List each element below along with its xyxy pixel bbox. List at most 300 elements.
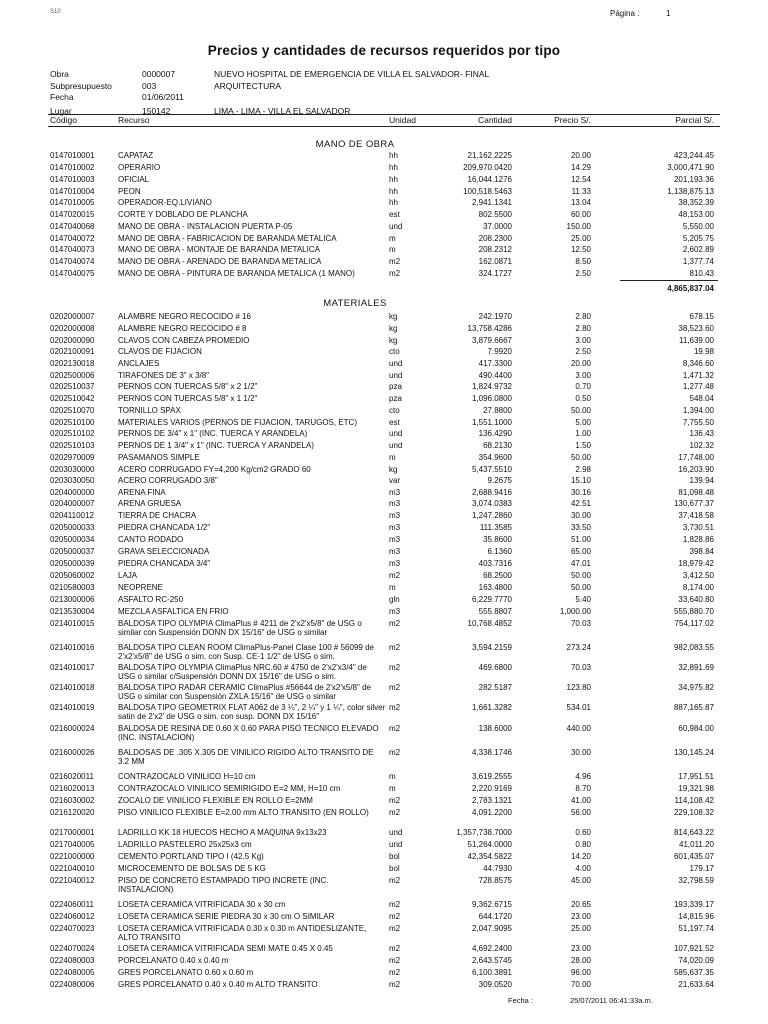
resource-unit: est	[389, 210, 400, 219]
resource-name: CLAVOS CON CABEZA PROMEDIO	[118, 336, 250, 345]
resource-partial: 38,352.39	[678, 198, 714, 207]
resource-quantity: 111.3585	[479, 523, 512, 532]
resource-price: 12.54	[570, 175, 591, 184]
resource-name: LADRILLO PASTELERO 25x25x3 cm	[118, 840, 252, 849]
resource-quantity: 2,220.9169	[471, 784, 512, 793]
resource-partial: 982,083.55	[673, 643, 714, 652]
resource-unit: m2	[389, 683, 401, 692]
resource-price: 47.01	[570, 559, 591, 568]
resource-code: 0202510100	[50, 418, 95, 427]
resource-name: GRAVA SELECCIONADA	[118, 547, 210, 556]
resource-name: GRES PORCELANATO 0.40 x 0.40 m ALTO TRANSITO	[118, 980, 318, 989]
lugar-description: LIMA - LIMA - VILLA EL SALVADOR	[214, 106, 351, 116]
resource-code: 0224060012	[50, 912, 95, 921]
resource-unit: m2	[389, 944, 401, 953]
resource-unit: m2	[389, 663, 401, 672]
section-title-materiales: MATERIALES	[323, 298, 387, 309]
resource-partial: 229,108.32	[673, 808, 714, 817]
resource-code: 0202510042	[50, 394, 95, 403]
resource-code: 0202000090	[50, 336, 95, 345]
resource-name: ARENA GRUESA	[118, 499, 182, 508]
resource-unit: m2	[389, 703, 401, 712]
resource-name: MANO DE OBRA - MONTAJE DE BARANDA METALICA	[118, 245, 320, 254]
resource-code: 0202510102	[50, 429, 95, 438]
resource-price: 14.20	[570, 852, 591, 861]
resource-quantity: 802.5500	[478, 210, 512, 219]
resource-price: 123.80	[566, 683, 591, 692]
resource-partial: 678.15	[689, 312, 714, 321]
resource-quantity: 4,091.2200	[471, 808, 512, 817]
resource-quantity: 3,619.2555	[471, 772, 512, 781]
report-code: S10	[50, 9, 61, 15]
resource-name: TIRAFONES DE 3" x 3/8"	[118, 371, 210, 380]
resource-price: 2.98	[575, 465, 591, 474]
resource-quantity: 2,783.1321	[471, 796, 512, 805]
resource-partial: 37,418.58	[678, 511, 714, 520]
resource-partial: 21,633.64	[678, 980, 714, 989]
resource-price: 5.40	[575, 595, 591, 604]
resource-quantity: 2,643.5745	[471, 956, 512, 965]
report-title: Precios y cantidades de recursos requeridos por tipo	[207, 43, 561, 58]
resource-name: BALDOSA TIPO GEOMETRIX FLAT A062 de 3 ¼", 2 ¼" y 1 ¼", color silver satin de 2'x2' de USG o sim. con susp. DONN DX 15/16"	[118, 703, 386, 722]
resource-unit: m	[389, 772, 396, 781]
resource-partial: 74,020.09	[678, 956, 714, 965]
resource-partial: 130,677.37	[673, 499, 714, 508]
resource-quantity: 469.6800	[478, 663, 512, 672]
resource-price: 50.00	[570, 571, 591, 580]
resource-quantity: 7.9920	[487, 347, 512, 356]
mano-de-obra-subtotal: 4,865,837.04	[667, 284, 714, 293]
resource-code: 0216120020	[50, 808, 95, 817]
header-bottom-rule	[48, 126, 720, 127]
resource-partial: 130,145.24	[673, 748, 714, 757]
resource-partial: 114,108.42	[674, 796, 714, 805]
col-header-parcial: Parcial S/.	[675, 115, 714, 125]
resource-unit: hh	[389, 151, 398, 160]
resource-unit: m3	[389, 499, 401, 508]
resource-unit: und	[389, 429, 403, 438]
resource-quantity: 51,264.0000	[467, 840, 512, 849]
resource-name: MANO DE OBRA - ARENADO DE BARANDA METALICA	[118, 257, 322, 266]
resource-code: 0217040005	[50, 840, 95, 849]
resource-unit: m3	[389, 511, 401, 520]
resource-price: 96.00	[570, 968, 591, 977]
resource-quantity: 68.2130	[483, 441, 512, 450]
resource-code: 0205060002	[50, 571, 95, 580]
resource-price: 4.96	[575, 772, 591, 781]
resource-name: MATERIALES VARIOS (PERNOS DE FIJACION, TARUGOS, ETC)	[118, 418, 357, 427]
subpresupuesto-code: 003	[142, 81, 157, 91]
resource-price: 23.00	[570, 912, 591, 921]
resource-price: 11.33	[571, 187, 591, 196]
resource-quantity: 3,594.2159	[471, 643, 512, 652]
resource-name: LOSETA CERAMICA VITRIFICADA 0.30 x 0.30 m ANTIDESLIZANTE, ALTO TRANSITO	[118, 924, 367, 943]
resource-name: LOSETA CERAMICA VITRIFICADA SEMI MATE 0.45 X 0.45	[118, 944, 333, 953]
resource-quantity: 242.1970	[478, 312, 512, 321]
resource-name: MICROCEMENTO DE BOLSAS DE 5 KG	[118, 864, 266, 873]
resource-partial: 1,471.32	[682, 371, 714, 380]
resource-quantity: 490.4400	[478, 371, 512, 380]
resource-partial: 585,637.35	[673, 968, 714, 977]
resource-price: 20.00	[570, 359, 591, 368]
resource-quantity: 2,941.1341	[471, 198, 512, 207]
resource-unit: und	[389, 441, 403, 450]
resource-unit: var	[389, 476, 401, 485]
resource-code: 0210580003	[50, 583, 95, 592]
resource-code: 0216030002	[50, 796, 95, 805]
resource-name: PISO VINILICO FLEXIBLE E=2.00 mm ALTO TRANSITO (EN ROLLO)	[118, 808, 369, 817]
resource-unit: kg	[389, 324, 398, 333]
resource-price: 0.80	[575, 840, 591, 849]
resource-name: LAJA	[118, 571, 138, 580]
resource-price: 28.00	[570, 956, 591, 965]
resource-name: ALAMBRE NEGRO RECOCIDO # 16	[118, 312, 251, 321]
resource-price: 70.00	[570, 980, 591, 989]
resource-name: CLAVOS DE FIJACION	[118, 347, 202, 356]
resource-code: 0202970009	[50, 453, 95, 462]
resource-partial: 32,798.59	[678, 876, 714, 885]
resource-unit: m	[389, 583, 396, 592]
resource-code: 0224070023	[50, 924, 95, 933]
resource-unit: m2	[389, 643, 401, 652]
resource-code: 0202000007	[50, 312, 95, 321]
resource-name: MANO DE OBRA - INSTALACION PUERTA P-05	[118, 222, 293, 231]
resource-quantity: 27.8800	[483, 406, 512, 415]
resource-quantity: 644.1720	[478, 912, 512, 921]
resource-unit: m2	[389, 257, 401, 266]
resource-unit: m3	[389, 547, 401, 556]
resource-quantity: 208.2300	[478, 234, 512, 243]
resource-quantity: 555.8807	[478, 607, 512, 616]
fecha-value: 01/06/2011	[142, 92, 184, 102]
resource-price: 50.00	[570, 583, 591, 592]
resource-code: 0147010001	[50, 151, 95, 160]
obra-label: Obra	[50, 69, 69, 79]
resource-code: 0224080005	[50, 968, 95, 977]
resource-code: 0147040072	[50, 234, 95, 243]
resource-unit: est	[389, 418, 400, 427]
resource-name: BALDOSA TIPO OLYMPIA ClimaPlus NRC.60 # 4750 de 2'x2'x3/4" de USG o similar c/Suspensión DONN DX 15/16" de USG o sim.	[118, 663, 367, 682]
resource-unit: m2	[389, 748, 401, 757]
col-header-recurso: Recurso	[118, 115, 150, 125]
resource-price: 20.00	[570, 151, 591, 160]
resource-price: 3.00	[575, 336, 591, 345]
resource-name: PERNOS DE 1 3/4" x 1" (INC. TUERCA Y ARANDELA)	[118, 441, 314, 450]
resource-code: 0202510103	[50, 441, 95, 450]
resource-quantity: 1,357,738.7000	[456, 828, 512, 837]
resource-partial: 1,828.86	[682, 535, 714, 544]
resource-unit: gln	[389, 595, 400, 604]
resource-unit: m2	[389, 269, 401, 278]
resource-unit: m3	[389, 607, 401, 616]
footer-fecha-label: Fecha :	[508, 996, 534, 1005]
resource-code: 0147020015	[50, 210, 95, 219]
resource-partial: 18,979.42	[678, 559, 714, 568]
resource-unit: m2	[389, 724, 401, 733]
resource-partial: 16,203.90	[678, 465, 714, 474]
resource-name: ARENA FINA	[118, 488, 166, 497]
resource-quantity: 282.5187	[478, 683, 512, 692]
resource-price: 1.00	[575, 429, 591, 438]
resource-partial: 81,098.48	[678, 488, 714, 497]
resource-unit: m2	[389, 876, 401, 885]
resource-partial: 51,197.74	[678, 924, 714, 933]
resource-price: 13.04	[570, 198, 591, 207]
resource-partial: 19.98	[693, 347, 714, 356]
resource-partial: 32,891.69	[678, 663, 714, 672]
resource-quantity: 163.4800	[478, 583, 512, 592]
resource-price: 8.50	[575, 257, 591, 266]
resource-name: PASAMANOS SIMPLE	[118, 453, 200, 462]
resource-code: 0147040073	[50, 245, 95, 254]
resource-unit: pza	[389, 394, 402, 403]
resource-partial: 887,165.87	[673, 703, 714, 712]
resource-price: 20.65	[570, 900, 591, 909]
resource-partial: 810.43	[689, 269, 714, 278]
resource-name: ANCLAJES	[118, 359, 160, 368]
resource-price: 60.00	[570, 210, 591, 219]
resource-price: 45.00	[570, 876, 591, 885]
resource-code: 0202130018	[50, 359, 95, 368]
resource-code: 0224080006	[50, 980, 95, 989]
resource-unit: m	[389, 453, 396, 462]
resource-name: PERNOS CON TUERCAS 5/8" x 1 1/2"	[118, 394, 258, 403]
resource-quantity: 324.1727	[478, 269, 512, 278]
resource-partial: 548.04	[689, 394, 714, 403]
resource-quantity: 3,879.6667	[471, 336, 512, 345]
resource-partial: 34,975.82	[678, 683, 714, 692]
resource-partial: 754,117.02	[674, 619, 714, 628]
resource-name: ASFALTO RC-250	[118, 595, 184, 604]
resource-price: 1.50	[575, 441, 591, 450]
resource-partial: 33,640.80	[678, 595, 714, 604]
resource-name: ZOCALO DE VINILICO FLEXIBLE EN ROLLO E=2MM	[118, 796, 313, 805]
resource-quantity: 4,338.1746	[471, 748, 512, 757]
resource-quantity: 162.0871	[478, 257, 512, 266]
resource-partial: 1,394.00	[682, 406, 714, 415]
resource-name: CANTO RODADO	[118, 535, 184, 544]
resource-quantity: 728.8575	[478, 876, 512, 885]
fecha-label: Fecha	[50, 92, 74, 102]
resource-name: PERNOS DE 3/4" x 1" (INC. TUERCA Y ARANDELA)	[118, 429, 308, 438]
resource-code: 0224070024	[50, 944, 95, 953]
resource-code: 0214010019	[50, 703, 95, 712]
resource-code: 0216000024	[50, 724, 95, 733]
resource-code: 0217000001	[50, 828, 95, 837]
resource-partial: 5,205.75	[682, 234, 714, 243]
resource-code: 0213000006	[50, 595, 95, 604]
resource-unit: m3	[389, 523, 401, 532]
resource-quantity: 6,100.3891	[471, 968, 512, 977]
resource-partial: 48,153.00	[678, 210, 714, 219]
resource-unit: m3	[389, 559, 401, 568]
resource-partial: 139.94	[689, 476, 714, 485]
resource-code: 0205000037	[50, 547, 95, 556]
resource-quantity: 9.2675	[487, 476, 512, 485]
resource-partial: 1,138,875.13	[667, 187, 714, 196]
resource-name: OFICIAL	[118, 175, 150, 184]
resource-name: CONTRAZOCALO VINILICO SEMIRIGIDO E=2 MM, H=10 cm	[118, 784, 341, 793]
col-header-precio: Precio S/.	[554, 115, 591, 125]
resource-name: ALAMBRE NEGRO RECOCIDO # 8	[118, 324, 247, 333]
resource-code: 0147010002	[50, 163, 95, 172]
resource-unit: hh	[389, 175, 398, 184]
resource-partial: 60,984.00	[678, 724, 714, 733]
resource-unit: kg	[389, 336, 398, 345]
resource-partial: 601,435.07	[673, 852, 714, 861]
obra-description: NUEVO HOSPITAL DE EMERGENCIA DE VILLA EL SALVADOR- FINAL	[214, 69, 490, 79]
col-header-codigo: Código	[50, 115, 77, 125]
resource-code: 0214010016	[50, 643, 95, 652]
resource-quantity: 10,768.4852	[467, 619, 512, 628]
resource-price: 15.10	[570, 476, 591, 485]
resource-partial: 136.43	[689, 429, 714, 438]
resource-quantity: 42,354.5822	[467, 852, 512, 861]
resource-code: 0147040068	[50, 222, 95, 231]
resource-unit: m2	[389, 912, 401, 921]
resource-code: 0214010018	[50, 683, 95, 692]
resource-quantity: 1,824.9732	[471, 382, 512, 391]
resource-name: LOSETA CERAMICA SERIE PIEDRA 30 x 30 cm O SIMILAR	[118, 912, 335, 921]
resource-price: 4.00	[575, 864, 591, 873]
resource-price: 30.00	[570, 511, 591, 520]
resource-partial: 555,880.70	[673, 607, 714, 616]
resource-code: 0224060011	[50, 900, 94, 909]
resource-price: 41.00	[570, 796, 591, 805]
resource-quantity: 309.0520	[478, 980, 512, 989]
resource-quantity: 100,518.5463	[463, 187, 512, 196]
resource-price: 273.24	[566, 643, 591, 652]
resource-quantity: 354.9600	[478, 453, 512, 462]
resource-name: ACERO CORRUGADO FY=4,200 Kg/cm2 GRADO 60	[118, 465, 311, 474]
resource-code: 0202510070	[50, 406, 95, 415]
resource-name: MANO DE OBRA - FABRICACION DE BARANDA METALICA	[118, 234, 337, 243]
resource-unit: m2	[389, 924, 401, 933]
resource-quantity: 138.6000	[478, 724, 512, 733]
resource-code: 0204000000	[50, 488, 95, 497]
resource-code: 0205000033	[50, 523, 95, 532]
resource-code: 0203030050	[50, 476, 95, 485]
resource-price: 0.50	[575, 394, 591, 403]
resource-quantity: 35.8600	[483, 535, 512, 544]
resource-quantity: 417.3300	[478, 359, 512, 368]
resource-partial: 102.32	[689, 441, 714, 450]
resource-price: 2.50	[575, 347, 591, 356]
resource-partial: 398.84	[689, 547, 714, 556]
resource-quantity: 209,970.0420	[463, 163, 512, 172]
resource-quantity: 6.1360	[487, 547, 512, 556]
page-label: Página :	[610, 9, 640, 18]
section-title-mano-de-obra: MANO DE OBRA	[315, 139, 395, 150]
resource-price: 65.00	[570, 547, 591, 556]
subpresupuesto-label: Subpresupuesto	[50, 81, 112, 91]
resource-code: 0147040074	[50, 257, 95, 266]
resource-quantity: 6,229.7770	[471, 595, 512, 604]
resource-quantity: 1,661.3282	[471, 703, 512, 712]
resource-price: 23.00	[570, 944, 591, 953]
resource-partial: 2,602.89	[682, 245, 714, 254]
resource-quantity: 16,044.1276	[467, 175, 512, 184]
resource-price: 33.50	[570, 523, 591, 532]
resource-partial: 814,643.22	[673, 828, 714, 837]
resource-price: 534.01	[566, 703, 591, 712]
resource-code: 0147010004	[50, 187, 95, 196]
resource-unit: m2	[389, 900, 401, 909]
resource-code: 0204000007	[50, 499, 95, 508]
resource-code: 0205000039	[50, 559, 95, 568]
resource-price: 50.00	[570, 406, 591, 415]
resource-name: BALDOSA DE RESINA DE 0.60 X 0.60 PARA PISO TECNICO ELEVADO (INC. INSTALACION)	[118, 724, 379, 743]
resource-unit: hh	[389, 163, 398, 172]
resource-name: PIEDRA CHANCADA 3/4"	[118, 559, 211, 568]
resource-quantity: 9,362.6715	[471, 900, 512, 909]
resource-partial: 1,277.48	[682, 382, 714, 391]
resource-name: PEON	[118, 187, 141, 196]
resource-partial: 3,000,471.90	[667, 163, 714, 172]
resource-quantity: 37.0000	[483, 222, 512, 231]
resource-partial: 3,730.51	[682, 523, 714, 532]
resource-code: 0214010017	[50, 663, 95, 672]
resource-partial: 38,523.60	[678, 324, 714, 333]
resource-quantity: 2,047.9095	[471, 924, 512, 933]
resource-quantity: 44.7930	[483, 864, 512, 873]
resource-partial: 8,346.60	[682, 359, 714, 368]
resource-code: 0147010003	[50, 175, 95, 184]
lugar-label: Lugar	[50, 106, 72, 116]
resource-unit: und	[389, 371, 403, 380]
resource-unit: bol	[389, 864, 400, 873]
resource-code: 0147040075	[50, 269, 95, 278]
resource-partial: 423,244.45	[673, 151, 714, 160]
resource-name: BALDOSA TIPO CLEAN ROOM ClimaPlus-Panel Clase 100 # 56099 de 2'x2'x5/8" de USG o sim. con Susp. CE-1 1/2" de USG o sim.	[118, 643, 374, 662]
resource-price: 14.29	[570, 163, 591, 172]
resource-code: 0221000000	[50, 852, 95, 861]
resource-price: 70.03	[570, 663, 591, 672]
resource-code: 0203030000	[50, 465, 95, 474]
resource-partial: 14,815.96	[678, 912, 714, 921]
resource-price: 30.16	[570, 488, 591, 497]
resource-unit: bol	[389, 852, 400, 861]
resource-price: 30.00	[570, 748, 591, 757]
resource-quantity: 2,688.9416	[471, 488, 512, 497]
resource-partial: 107,921.52	[673, 944, 714, 953]
resource-code: 0205000034	[50, 535, 95, 544]
resource-price: 50.00	[570, 453, 591, 462]
resource-code: 0216000026	[50, 748, 95, 757]
resource-code: 0202100091	[50, 347, 95, 356]
resource-price: 2.80	[575, 312, 591, 321]
resource-unit: hh	[389, 198, 398, 207]
resource-price: 0.70	[575, 382, 591, 391]
resource-price: 25.00	[570, 234, 591, 243]
resource-price: 2.80	[575, 324, 591, 333]
resource-name: TIERRA DE CHACRA	[118, 511, 197, 520]
resource-price: 1,000.00	[559, 607, 591, 616]
resource-unit: hh	[389, 187, 398, 196]
resource-name: BALDOSA TIPO OLYMPIA ClimaPlus # 4211 de 2'x2'x5/8" de USG o similar con Suspensión DONN DX 15/16" de USG o similar	[118, 619, 362, 638]
resource-name: PISO DE CONCRETO ESTAMPADO TIPO INCRETE (INC. INSTALACION)	[118, 876, 329, 895]
resource-price: 51.00	[570, 535, 591, 544]
resource-price: 42.51	[570, 499, 591, 508]
resource-price: 2.50	[575, 269, 591, 278]
resource-quantity: 3,074.0383	[471, 499, 512, 508]
resource-code: 0221040010	[50, 864, 95, 873]
resource-name: MANO DE OBRA - PINTURA DE BARANDA METALICA (1 MANO)	[118, 269, 355, 278]
page-number: 1	[666, 9, 671, 18]
resource-unit: m2	[389, 571, 401, 580]
resource-quantity: 4,692.2400	[471, 944, 512, 953]
resource-partial: 41,011.20	[679, 840, 714, 849]
